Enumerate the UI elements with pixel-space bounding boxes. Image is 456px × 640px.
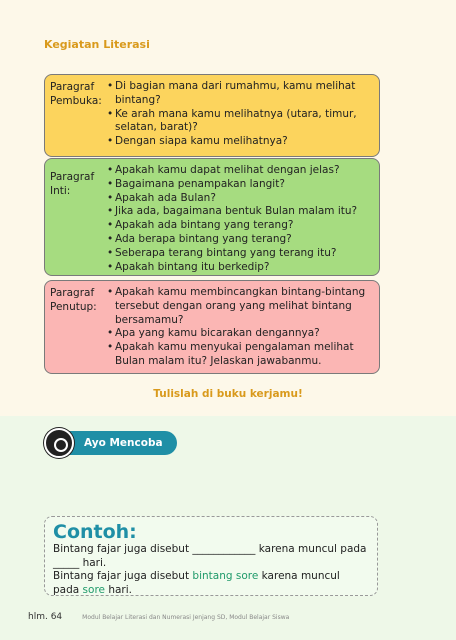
list-item: • Bagaimana penampakan langit? — [107, 178, 373, 192]
question-list — [107, 164, 373, 273]
list-item: • Apakah ada bintang yang terang? — [107, 219, 373, 233]
list-item: • Apakah kamu menyukai pengalaman melihat Bulan malam itu? Jelaskan jawabanmu. — [107, 341, 373, 369]
footer — [28, 612, 289, 622]
contoh-line-1: Bintang fajar juga disebut ____________ karena muncul pada _____ hari. — [53, 543, 367, 569]
ayo-mencoba-label: Ayo Mencoba — [66, 431, 177, 455]
list-item: • Apa yang kamu bicarakan dengannya? — [107, 327, 373, 341]
box-paragraf-penutup — [44, 280, 380, 374]
box-label: Paragraf Inti: — [50, 171, 95, 197]
list-item: • Apakah kamu dapat melihat dengan jelas? — [107, 164, 373, 178]
list-item: • Jika ada, bagaimana bentuk Bulan malam itu? — [107, 205, 373, 219]
page-number: hlm. 64 — [28, 612, 63, 622]
instruction-text: Tulislah di buku kerjamu! — [153, 388, 303, 400]
list-item: • Apakah kamu membincangkan bintang-bintang tersebut dengan orang yang melihat bintang bersamamu? — [107, 286, 373, 327]
list-item: • Apakah ada Bulan? — [107, 192, 373, 206]
question-list — [107, 286, 373, 367]
section-title: Kegiatan Literasi — [44, 38, 150, 51]
contoh-heading: Contoh: — [53, 521, 137, 543]
list-item: • Ada berapa bintang yang terang? — [107, 233, 373, 247]
box-paragraf-inti — [44, 158, 380, 276]
list-item: • Di bagian mana dari rumahmu, kamu melihat bintang? — [107, 80, 373, 108]
contoh-text: hari. — [105, 583, 132, 596]
footer-title: Modul Belajar Literasi dan Numerasi Jenjang SD, Modul Belajar Siswa — [82, 614, 290, 621]
highlight-answer: bintang sore — [192, 570, 259, 582]
list-item: • Apakah bintang itu berkedip? — [107, 261, 373, 275]
highlight-answer: sore — [82, 583, 105, 596]
list-item: • Dengan siapa kamu melihatnya? — [107, 135, 373, 149]
box-label: Paragraf Pembuka: — [50, 81, 102, 107]
ayo-mencoba-banner — [44, 428, 177, 458]
box-label: Paragraf Penutup: — [50, 287, 97, 313]
list-item: • Ke arah mana kamu melihatnya (utara, timur, selatan, barat)? — [107, 108, 373, 136]
contoh-box — [44, 516, 378, 596]
magnifier-icon — [44, 428, 74, 458]
contoh-text: karena muncul pada — [53, 570, 340, 596]
contoh-line-2 — [53, 570, 369, 597]
question-list — [107, 80, 373, 150]
contoh-text: Bintang fajar juga disebut — [53, 570, 193, 582]
list-item: • Seberapa terang bintang yang terang itu? — [107, 247, 373, 261]
box-paragraf-pembuka — [44, 74, 380, 157]
